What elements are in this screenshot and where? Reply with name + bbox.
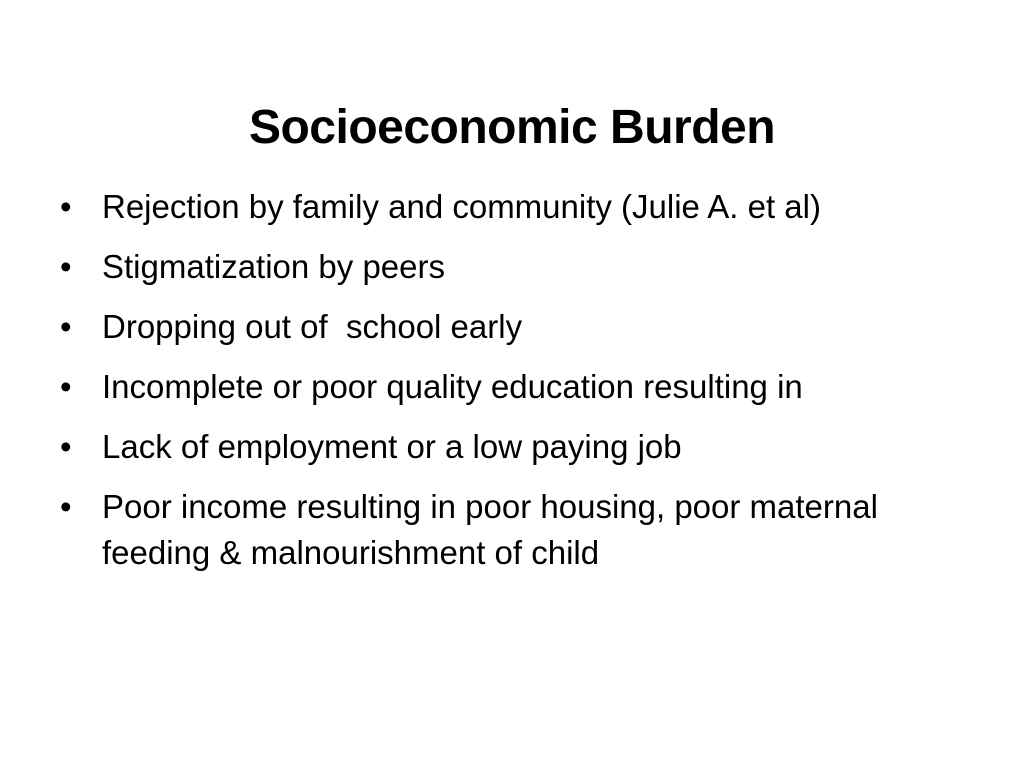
bullet-text: Incomplete or poor quality education resulting in (102, 368, 803, 405)
bullet-item-employment (60, 424, 970, 470)
bullet-text: Rejection by family and community (Julie A. et al) (102, 188, 821, 225)
bullet-item-income (60, 484, 970, 576)
bullet-item-rejection (60, 184, 970, 230)
bullet-text: Poor income resulting in poor housing, poor maternal feeding & malnourishment of child (102, 488, 878, 571)
bullet-marker: • (60, 308, 72, 345)
bullet-item-education (60, 364, 970, 410)
bullet-marker: • (60, 368, 72, 405)
bullet-list (60, 184, 970, 590)
bullet-marker: • (60, 248, 72, 285)
bullet-text: Dropping out of school early (102, 308, 523, 345)
bullet-marker: • (60, 428, 72, 465)
bullet-text: Lack of employment or a low paying job (102, 428, 682, 465)
bullet-marker: • (60, 488, 72, 525)
bullet-marker: • (60, 188, 72, 225)
bullet-item-stigmatization (60, 244, 970, 290)
bullet-item-dropping-out (60, 304, 970, 350)
slide-title: Socioeconomic Burden (248, 101, 776, 155)
bullet-text: Stigmatization by peers (102, 248, 446, 285)
